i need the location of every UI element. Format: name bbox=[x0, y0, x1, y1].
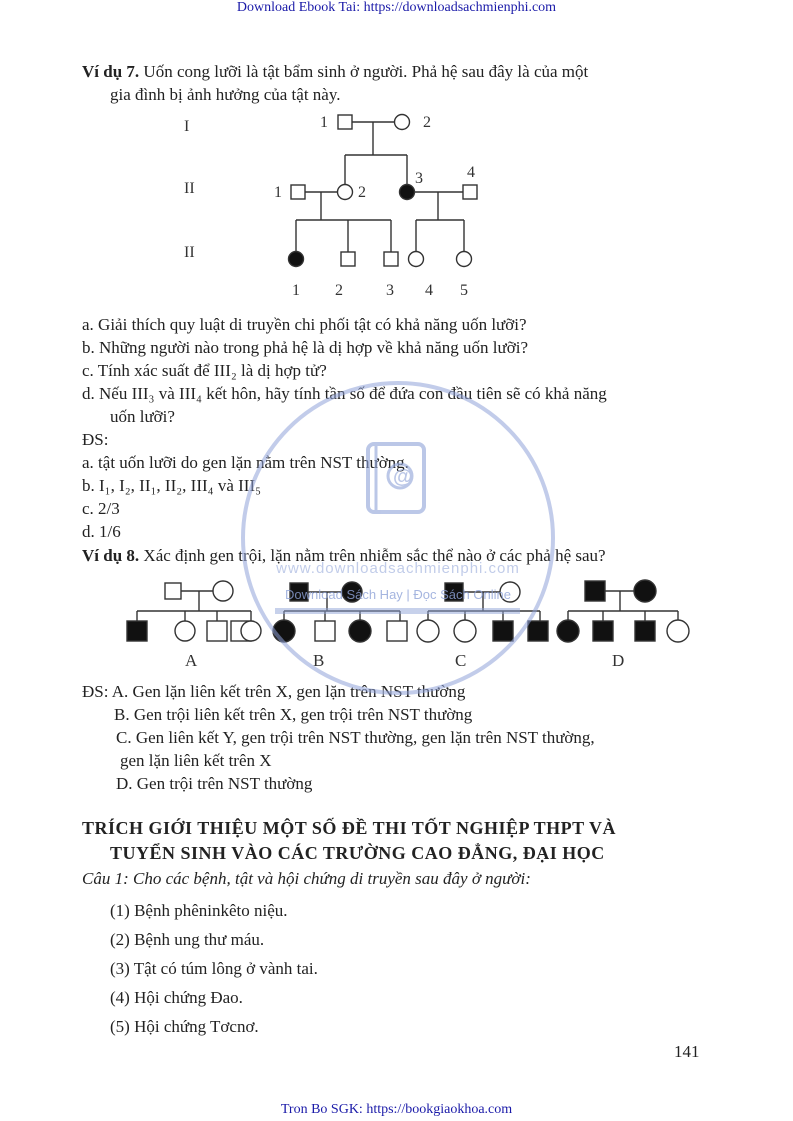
pedigree-label-D: D bbox=[612, 651, 625, 670]
label-II1: 1 bbox=[274, 184, 282, 201]
answer-8-A: ĐS: A. Gen lặn liên kết trên X, gen lặn trên NST thường bbox=[82, 682, 466, 701]
pedigree-7-II1 bbox=[291, 185, 305, 199]
answer-c: c. 2/3 bbox=[82, 499, 120, 518]
pedigree-7-III1 bbox=[289, 252, 304, 267]
section-item-4: (4) Hội chứng Đao. bbox=[110, 988, 243, 1007]
section-item-list bbox=[110, 896, 318, 1041]
question-d: d. Nếu III₃ và III₄ kết hôn, hãy tính tần số để đứa con đầu tiên sẽ có khả năng bbox=[82, 384, 607, 403]
pedigree-D bbox=[557, 580, 689, 642]
question-c: c. Tính xác suất để III₂ là dị hợp tử? bbox=[82, 361, 327, 380]
label-III5: 5 bbox=[460, 282, 468, 299]
pedigree-7-II2 bbox=[338, 185, 353, 200]
answer-8-D: D. Gen trội trên NST thường bbox=[116, 774, 313, 793]
footer-sgk-link[interactable]: Tron Bo SGK: https://bookgiaokhoa.com bbox=[280, 1102, 513, 1117]
label-I1: 1 bbox=[320, 114, 328, 131]
label-II2: 2 bbox=[358, 184, 366, 201]
pedigree-7-II3 bbox=[400, 185, 415, 200]
label-II3: 3 bbox=[415, 170, 423, 187]
answer-8-C: C. Gen liên kết Y, gen trội trên NST thường, gen lặn trên NST thường, bbox=[116, 728, 595, 747]
pedigree-7-III4 bbox=[409, 252, 424, 267]
pedigree-label-A: A bbox=[185, 651, 198, 670]
pedigree-7-I1 bbox=[338, 115, 352, 129]
section-title-line2: TUYỂN SINH VÀO CÁC TRƯỜNG CAO ĐẲNG, ĐẠI HỌC bbox=[110, 843, 605, 863]
label-III4: 4 bbox=[425, 282, 433, 299]
answer-8-C-cont: gen lặn liên kết trên X bbox=[120, 751, 272, 770]
page-number: 141 bbox=[674, 1042, 700, 1061]
pedigree-7-I2 bbox=[395, 115, 410, 130]
question-b: b. Những người nào trong phả hệ là dị hợp về khả năng uốn lưỡi? bbox=[82, 338, 529, 357]
watermark-tagline: Download Sách Hay | Đọc Sách Online bbox=[285, 587, 511, 602]
section-title-line1: TRÍCH GIỚI THIỆU MỘT SỐ ĐỀ THI TỐT NGHIỆP THPT VÀ bbox=[82, 818, 616, 838]
gen-label-I: I bbox=[184, 118, 190, 135]
gen-label-II: II bbox=[184, 180, 195, 197]
pedigree-7-III3 bbox=[384, 252, 398, 266]
pedigree-7-III5 bbox=[457, 252, 472, 267]
section-item-2: (2) Bệnh ung thư máu. bbox=[110, 930, 265, 949]
label-III1: 1 bbox=[292, 282, 300, 299]
section-item-5: (5) Hội chứng Tơcnơ. bbox=[110, 1017, 259, 1036]
example-7-questions bbox=[82, 313, 722, 543]
example-8-label: Ví dụ 8. bbox=[82, 546, 140, 565]
label-III2: 2 bbox=[335, 282, 343, 299]
example-7-text-line2: gia đình bị ảnh hưởng của tật này. bbox=[110, 85, 341, 104]
label-II4: 4 bbox=[467, 164, 475, 181]
section-item-1: (1) Bệnh phêninkêto niệu. bbox=[110, 901, 288, 920]
answer-8-B: B. Gen trội liên kết trên X, gen trội trên NST thường bbox=[114, 705, 473, 724]
svg-text:@: @ bbox=[393, 466, 413, 488]
pedigree-label-C: C bbox=[455, 651, 467, 670]
example-8-text: Xác định gen trội, lặn nằm trên nhiễm sắc thể nào ở các phả hệ sau? bbox=[143, 546, 606, 565]
question-a: a. Giải thích quy luật di truyền chi phối tật có khả năng uốn lưỡi? bbox=[82, 315, 527, 334]
example-7-text-line1: Uốn cong lưỡi là tật bẩm sinh ở người. Phả hệ sau đây là của một bbox=[143, 62, 589, 81]
answer-b: b. I₁, I₂, II₁, II₂, III₄ và III₅ bbox=[82, 476, 262, 495]
example-7-pedigree bbox=[170, 105, 510, 305]
example-7-label: Ví dụ 7. bbox=[82, 62, 140, 81]
pedigree-7-II4 bbox=[463, 185, 477, 199]
example-8-answers bbox=[82, 680, 722, 795]
section-item-3: (3) Tật có túm lông ở vành tai. bbox=[110, 959, 318, 978]
watermark-url: www.downloadsachmienphi.com bbox=[276, 560, 520, 577]
label-I2: 2 bbox=[423, 114, 431, 131]
section-question-intro: Câu 1: Cho các bệnh, tật và hội chứng di truyền sau đây ở người: bbox=[82, 869, 531, 888]
question-d-cont: uốn lưỡi? bbox=[110, 407, 175, 426]
watermark-bar bbox=[275, 608, 520, 614]
pedigree-label-B: B bbox=[313, 651, 325, 670]
gen-label-III: II bbox=[184, 244, 195, 261]
answer-d: d. 1/6 bbox=[82, 522, 121, 541]
pedigree-A bbox=[127, 581, 261, 641]
label-III3: 3 bbox=[386, 282, 394, 299]
pedigree-7-III2 bbox=[341, 252, 355, 266]
answer-label: ĐS: bbox=[82, 430, 109, 449]
example-7-intro bbox=[82, 60, 722, 83]
answer-a: a. tật uốn lưỡi do gen lặn nằm trên NST thường. bbox=[82, 453, 409, 472]
header-download-link[interactable]: Download Ebook Tai: https://downloadsachmienphi.com bbox=[236, 0, 557, 15]
